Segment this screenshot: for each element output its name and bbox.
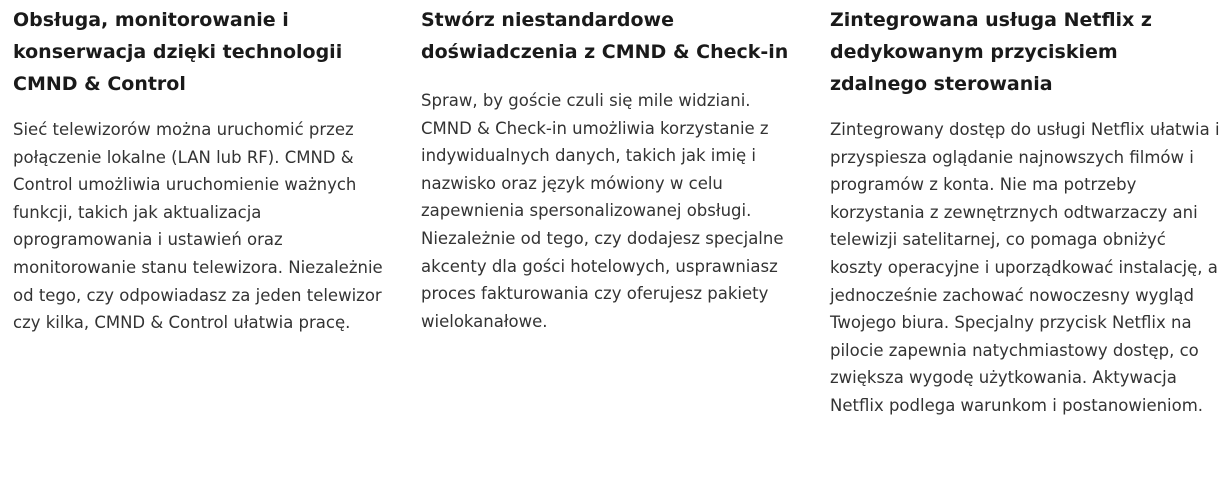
feature-description: Spraw, by goście czuli się mile widziani. CMND & Check-in umożliwia korzystanie z indywidualnych danych, takich jak imię i nazwisko oraz język mówiony w celu zapewnienia spersonalizowanej obsługi. Niezależnie od tego, czy dodajesz specjalne akcenty dla gości hotelowych, usprawniasz proces fakturowania czy oferujesz pakiety wielokanałowe.	[421, 91, 784, 331]
feature-title: Stwórz niestandardowe doświadczenia z CMND & Check-in	[421, 9, 789, 63]
feature-title: Zintegrowana usługa Netflix z dedykowanym przyciskiem zdalnego sterowania	[830, 9, 1152, 95]
feature-cmnd-check-in	[421, 0, 801, 335]
feature-title: Obsługa, monitorowanie i konserwacja dzięki technologii CMND & Control	[13, 9, 343, 95]
feature-cmnd-control	[13, 0, 403, 337]
feature-netflix	[830, 0, 1220, 420]
feature-description: Zintegrowany dostęp do usługi Netflix ułatwia i przyspiesza oglądanie najnowszych filmów i programów z konta. Nie ma potrzeby korzystania z zewnętrznych odtwarzaczy ani telewizji satelitarnej, co pomaga obniżyć koszty operacyjne i uporządkować instalację, a jednocześnie zachować nowoczesny wygląd Twojego biura. Specjalny przycisk Netflix na pilocie zapewnia natychmiastowy dostęp, co zwiększa wygodę użytkowania. Aktywacja Netflix podlega warunkom i postanowieniom.	[830, 120, 1220, 415]
feature-description: Sieć telewizorów można uruchomić przez połączenie lokalne (LAN lub RF). CMND & Control umożliwia uruchomienie ważnych funkcji, takich jak aktualizacja oprogramowania i ustawień oraz monitorowanie stanu telewizora. Niezależnie od tego, czy odpowiadasz za jeden telewizor czy kilka, CMND & Control ułatwia pracę.	[13, 120, 383, 333]
